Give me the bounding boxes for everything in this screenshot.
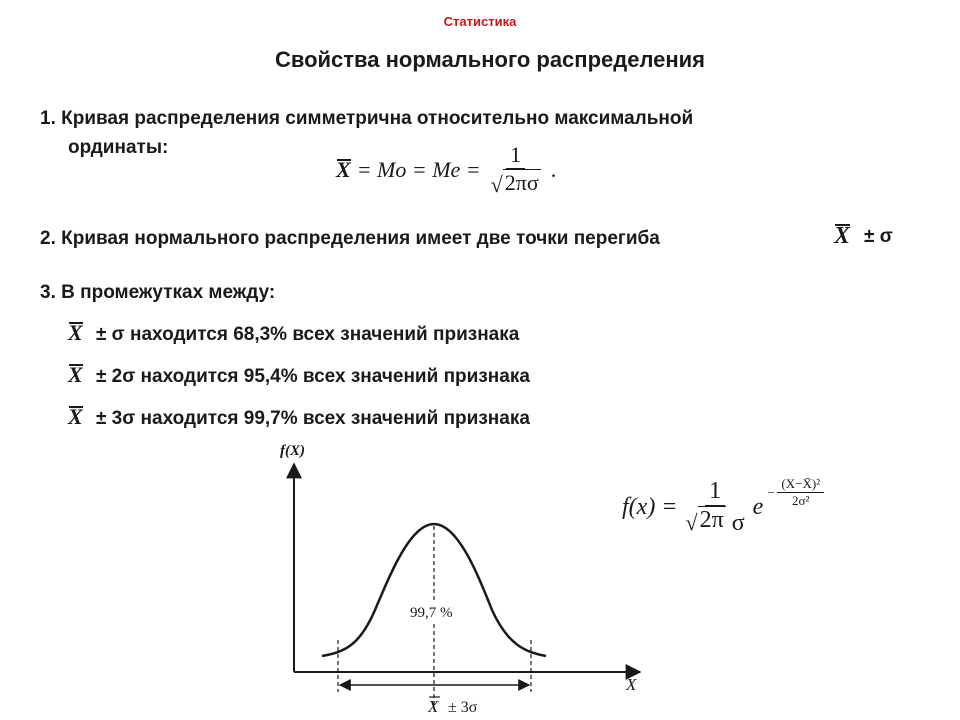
interval-pm-3sigma: ± 3σ bbox=[448, 699, 478, 716]
formula-end-dot: . bbox=[550, 157, 557, 182]
density-lhs: f(x) = bbox=[622, 494, 678, 520]
denominator-sigma: σ bbox=[731, 510, 745, 536]
interval-text: находится 99,7% всех значений признака bbox=[140, 408, 530, 429]
exponent-sign: − bbox=[766, 484, 776, 500]
inflection-pm-sigma: ± σ bbox=[864, 226, 893, 247]
sqrt-radicand: 2πσ bbox=[504, 170, 539, 195]
x-bar-symbol: X bbox=[336, 157, 351, 182]
x-bar-symbol: X bbox=[68, 320, 83, 345]
radical-sign: √ bbox=[685, 510, 698, 535]
x-axis-label: X bbox=[626, 675, 637, 694]
interval-pm: ± σ bbox=[95, 324, 125, 345]
interval-xbar: X bbox=[428, 697, 439, 716]
fraction-numerator: 1 bbox=[506, 142, 525, 169]
subject-label: Статистика bbox=[443, 14, 517, 29]
density-coef-numerator: 1 bbox=[705, 478, 725, 506]
y-axis-label: f(X) bbox=[280, 443, 305, 459]
sqrt-radicand: 2π bbox=[699, 507, 724, 533]
interval-pm: ± 2σ bbox=[95, 366, 136, 387]
exponent-denominator: 2σ² bbox=[792, 493, 810, 508]
property-3-intro: 3. В промежутках между: bbox=[40, 282, 276, 303]
property-2-text: 2. Кривая нормального распределения имеет две точки перегиба bbox=[40, 228, 660, 249]
x-bar-symbol: X bbox=[68, 362, 83, 387]
slide-title: Свойства нормального распределения bbox=[274, 47, 706, 72]
exponent-numerator: (X−X̄)² bbox=[777, 476, 824, 493]
interval-text: находится 68,3% всех значений признака bbox=[129, 324, 520, 345]
interval-pm: ± 3σ bbox=[95, 408, 136, 429]
property-1-line-2: ординаты: bbox=[68, 137, 169, 158]
interval-text: находится 95,4% всех значений признака bbox=[140, 366, 530, 387]
area-percent-label: 99,7 % bbox=[410, 605, 453, 621]
property-1-line-1: 1. Кривая распределения симметрична относительно максимальной bbox=[40, 108, 694, 129]
x-bar-symbol: X bbox=[68, 404, 83, 429]
mode-median-equality: = Mo = Me = bbox=[356, 157, 481, 182]
radical-sign: √ bbox=[490, 172, 503, 197]
exp-base: e bbox=[752, 494, 764, 520]
x-bar-symbol: X bbox=[834, 223, 851, 249]
